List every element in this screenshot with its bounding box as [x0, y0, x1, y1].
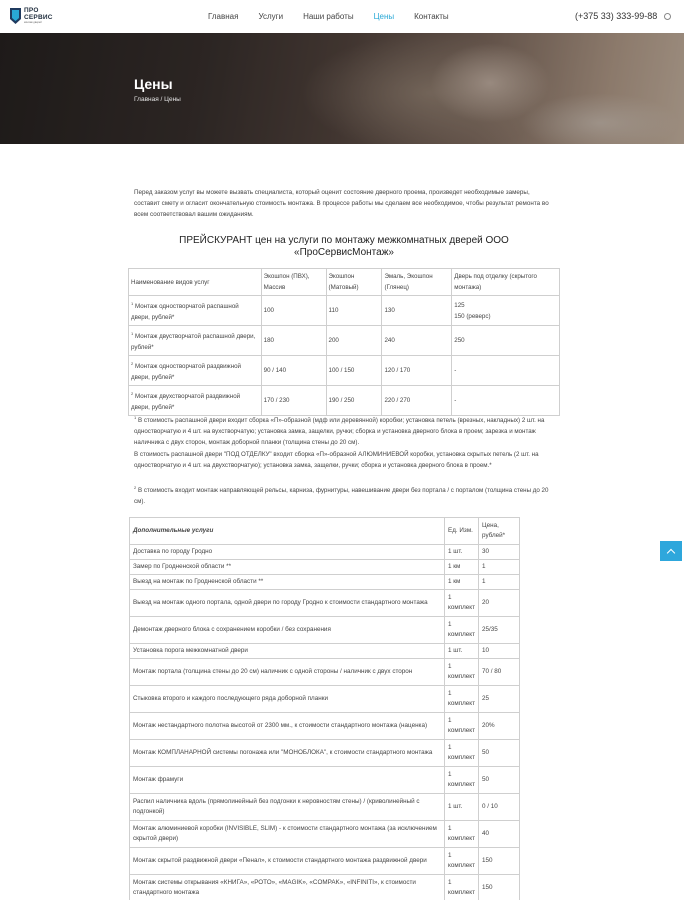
intro-text [134, 187, 554, 220]
table-row [130, 794, 520, 821]
nav-works[interactable]: Наши работы [303, 12, 354, 21]
table-cell: 200 [326, 326, 382, 356]
table-header: Дополнительные услуги [130, 518, 445, 545]
price-cell: 25 [479, 686, 520, 713]
logo-line2: СЕРВИС [24, 14, 53, 21]
logo-subtitle: монтаж дверей [24, 21, 42, 24]
phone-number[interactable]: (+375 33) 333-99-88 [575, 11, 658, 21]
price-cell: 20% [479, 713, 520, 740]
table-row [130, 545, 520, 560]
logo[interactable] [10, 7, 53, 24]
nav-prices[interactable]: Цены [373, 12, 395, 21]
language-icon[interactable] [664, 13, 671, 20]
service-name: Установка порога межкомнатной двери [130, 644, 445, 659]
unit-cell: 1 комплект [445, 740, 479, 767]
unit-cell: 1 км [445, 575, 479, 590]
table-row [130, 848, 520, 875]
service-name: Монтаж фрамуги [130, 767, 445, 794]
table-cell: 110 [326, 296, 382, 326]
table-cell: 170 / 230 [261, 386, 326, 416]
unit-cell: 1 шт. [445, 644, 479, 659]
service-name: Монтаж двухстворчатой раздвижной двери, рублей* [131, 393, 241, 412]
service-name: Монтаж нестандартного полотна высотой от 2300 мм., к стоимости стандартного монтажа (наценка) [130, 713, 445, 740]
footnote-marker: 1 [131, 331, 134, 337]
table-row [130, 590, 520, 617]
footnote-marker: 1 [134, 415, 137, 420]
service-name: Монтаж КОМПЛАНАРНОЙ системы погонажа или "МОНОБЛОКА", к стоимости стандартного монтажа [130, 740, 445, 767]
footnote-marker: 1 [131, 301, 134, 306]
site-header [0, 0, 684, 33]
table-row [130, 713, 520, 740]
table-cell: - [452, 356, 560, 386]
service-name: Монтаж алюминиевой коробки (INVISIBLE, SLIM) - к стоимости стандартного монтажа (за исключением скрытой двери) [130, 821, 445, 848]
price-cell: 150 [479, 875, 520, 900]
table-header-row [129, 269, 560, 296]
unit-cell: 1 комплект [445, 875, 479, 900]
price-cell: 10 [479, 644, 520, 659]
table-row [130, 821, 520, 848]
footnotes [134, 412, 559, 508]
service-name: Монтаж одностворчатой распашной двери, рублей* [131, 303, 239, 322]
unit-cell: 1 шт. [445, 794, 479, 821]
table-row [130, 686, 520, 713]
table-cell: 130 [382, 296, 452, 326]
scroll-to-top-button[interactable] [660, 541, 682, 561]
table-row [130, 575, 520, 590]
nav-home[interactable]: Главная [208, 12, 239, 21]
service-name: Монтаж двустворчатой распашной двери, рублей* [131, 333, 256, 352]
breadcrumb[interactable]: Главная / Цены [134, 96, 181, 103]
logo-line1: ПРО [24, 7, 39, 14]
table-header: Дверь под отделку (скрытого монтажа) [452, 269, 560, 296]
unit-cell: 1 комплект [445, 767, 479, 794]
table-header: Эмаль, Экошпон (Глянец) [382, 269, 452, 296]
table-cell: 220 / 270 [382, 386, 452, 416]
main-price-table [128, 268, 560, 416]
table-header: Цена, рублей* [479, 518, 520, 545]
table-header: Наименование видов услуг [129, 269, 262, 296]
service-name: Монтаж системы открывания «КНИГА», «РОТО», «MAGIK», «COMPAK», «INFINITI», к стоимости стандартного монтажа [130, 875, 445, 900]
unit-cell: 1 комплект [445, 821, 479, 848]
price-cell: 30 [479, 545, 520, 560]
table-row [129, 356, 560, 386]
unit-cell: 1 комплект [445, 713, 479, 740]
price-cell: 50 [479, 767, 520, 794]
unit-cell: 1 комплект [445, 686, 479, 713]
table-header: Экошпон (ПВХ), Массив [261, 269, 326, 296]
service-name: Доставка по городу Гродно [130, 545, 445, 560]
nav-contacts[interactable]: Контакты [414, 12, 449, 21]
service-name: Замер по Гродненской области ** [130, 560, 445, 575]
service-name: Монтаж портала (толщина стены до 20 см) наличник с одной стороны / наличник с двух сторон [130, 659, 445, 686]
price-cell: 70 / 80 [479, 659, 520, 686]
logo-shield-icon [10, 8, 21, 24]
nav-services[interactable]: Услуги [258, 12, 284, 21]
table-cell: 250 [452, 326, 560, 356]
table-row [130, 659, 520, 686]
footnote-1b: В стоимость распашной двери "ПОД ОТДЕЛКУ" входит сборка «П»-образной АЛЮМИНИЕВОЙ коробки, установка скрытых петель (2 шт. на одностворчатую и 4 шт. на двухстворчатую); установка замка, защелки, ручки; сборка и установка дверного блока в проем.* [134, 450, 539, 469]
service-name: Монтаж скрытой раздвижной двери «Пенал», к стоимости стандартного монтажа раздвижной двери [130, 848, 445, 875]
table-cell: - [452, 386, 560, 416]
service-name: Монтаж одностворчатой раздвижной двери, рублей* [131, 363, 242, 382]
price-cell: 50 [479, 740, 520, 767]
page-title: Цены [134, 76, 173, 92]
table-row [130, 740, 520, 767]
unit-cell: 1 комплект [445, 848, 479, 875]
table-cell: 125 [454, 301, 465, 309]
table-header: Ед. Изм. [445, 518, 479, 545]
footnote-2: В стоимость входит монтаж направляющей рельсы, карниза, фурнитуры, навешивание двери без портала / с порталом (толщина стены до 20 см). [134, 487, 549, 506]
table-header-row [130, 518, 520, 545]
footnote-1: В стоимость распашной двери входит сборка «П»-образной (мдф или деревянной) коробки; установка петель (врезных, накладных) 2 шт. на одностворчатую и 4 шт. на вухстворчатую; установка замка, защелки, ручки; сборка и установка дверного блока в проем; зарезка и монтаж наличника с двух сторон, монтаж доборной планки (толщина стены до 20 см). [134, 417, 545, 447]
hero-banner [0, 33, 684, 144]
table-row [129, 326, 560, 356]
unit-cell: 1 км [445, 560, 479, 575]
price-cell: 0 / 10 [479, 794, 520, 821]
table-row [129, 296, 560, 326]
table-cell: 190 / 250 [326, 386, 382, 416]
table-cell: 180 [261, 326, 326, 356]
additional-services-table [129, 517, 520, 900]
price-cell: 150 [479, 848, 520, 875]
price-cell: 1 [479, 560, 520, 575]
service-name: Стыковка второго и каждого последующего ряда доборной планки [130, 686, 445, 713]
table-row [130, 875, 520, 900]
table-cell: 240 [382, 326, 452, 356]
table-cell: 100 [261, 296, 326, 326]
table-header: Экошпон (Матовый) [326, 269, 382, 296]
unit-cell: 1 шт. [445, 545, 479, 560]
table-row [130, 644, 520, 659]
table-cell: 150 (реверс) [454, 312, 491, 320]
intro-paragraph: Перед заказом услуг вы можете вызвать специалиста, который оценит состояние дверного проема, произведет необходимые замеры, составит смету и огласит окончательную стоимость монтажа. В процессе работы мы сделаем все необходимое, чтобы результат ремонта во всем соответствовал вашим ожиданиям. [134, 189, 549, 218]
chevron-up-icon [667, 548, 675, 556]
table-row [130, 767, 520, 794]
service-name: Выезд на монтаж одного портала, одной двери по городу Гродно к стоимости стандартного монтажа [130, 590, 445, 617]
unit-cell: 1 комплект [445, 659, 479, 686]
main-nav [208, 12, 469, 21]
service-name: Демонтаж дверного блока с сохранением коробки / без сохранения [130, 617, 445, 644]
price-cell: 25/35 [479, 617, 520, 644]
price-cell: 40 [479, 821, 520, 848]
unit-cell: 1 комплект [445, 617, 479, 644]
footnote-marker: 2 [131, 361, 134, 367]
price-cell: 20 [479, 590, 520, 617]
footnote-marker: 2 [134, 485, 137, 491]
price-cell: 1 [479, 575, 520, 590]
price-list-title: ПРЕЙСКУРАНТ цен на услуги по монтажу межкомнатных дверей ООО «ПроСервисМонтаж» [179, 235, 509, 258]
footnote-marker: 2 [131, 391, 134, 397]
table-cell: 100 / 150 [326, 356, 382, 386]
service-name: Распил наличника вдоль (прямолинейный без подгонки к неровностям стены) / (криволинейный с подгонкой) [130, 794, 445, 821]
table-cell: 90 / 140 [261, 356, 326, 386]
table-cell: 120 / 170 [382, 356, 452, 386]
service-name: Выезд на монтаж по Гродненской области ** [130, 575, 445, 590]
table-row [130, 617, 520, 644]
table-row [130, 560, 520, 575]
unit-cell: 1 комплект [445, 590, 479, 617]
